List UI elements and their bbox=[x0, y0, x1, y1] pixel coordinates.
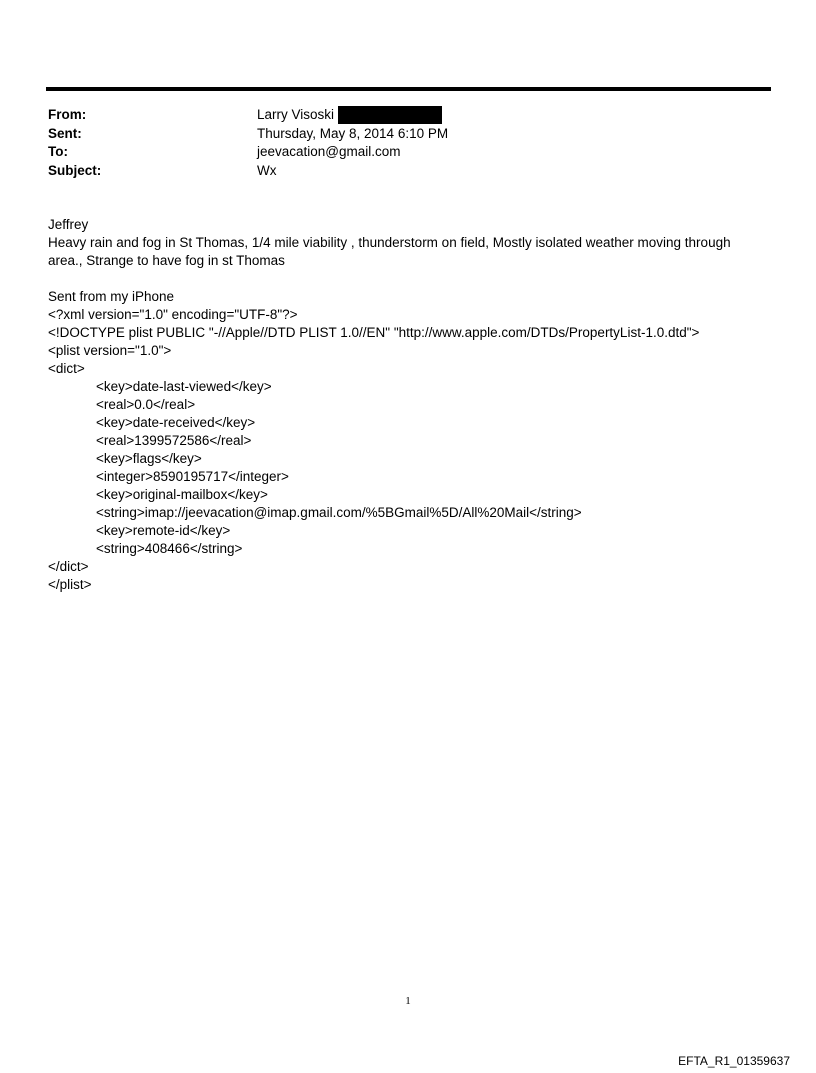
email-header bbox=[48, 106, 448, 180]
page-number: 1 bbox=[405, 995, 411, 1007]
signature: Sent from my iPhone bbox=[48, 289, 175, 304]
document-id: EFTA_R1_01359637 bbox=[678, 1054, 790, 1068]
sent-value: Thursday, May 8, 2014 6:10 PM bbox=[257, 125, 449, 141]
redaction-box bbox=[338, 106, 442, 124]
message-text: Heavy rain and fog in St Thomas, 1/4 mile viability , thunderstorm on field, Mostly isolated weather moving through area., Strange to have fog in st Thomas bbox=[48, 235, 735, 268]
sent-row bbox=[48, 125, 448, 144]
dict-line: <key>flags</key> bbox=[96, 451, 202, 466]
xml-line: <!DOCTYPE plist PUBLIC "-//Apple//DTD PLIST 1.0//EN" "http://www.apple.com/DTDs/PropertyList-1.0.dtd"> bbox=[48, 325, 700, 340]
email-body bbox=[48, 216, 748, 594]
closing-line: </dict> bbox=[48, 559, 89, 574]
from-name: Larry Visoski bbox=[257, 107, 335, 122]
dict-line: <integer>8590195717</integer> bbox=[96, 469, 289, 484]
dict-line: <key>original-mailbox</key> bbox=[96, 487, 268, 502]
greeting: Jeffrey bbox=[48, 217, 89, 232]
to-row bbox=[48, 143, 448, 162]
dict-line: <string>imap://jeevacation@imap.gmail.com/%5BGmail%5D/All%20Mail</string> bbox=[96, 505, 582, 520]
xml-line: <plist version="1.0"> bbox=[48, 343, 172, 358]
spacer bbox=[48, 270, 748, 288]
dict-line: <key>date-last-viewed</key> bbox=[96, 379, 272, 394]
xml-line: <dict> bbox=[48, 361, 85, 376]
from-label: From: bbox=[48, 107, 87, 122]
dict-line: <real>0.0</real> bbox=[96, 397, 196, 412]
sent-label: Sent: bbox=[48, 125, 82, 141]
closing-line: </plist> bbox=[48, 577, 92, 592]
to-value: jeevacation@gmail.com bbox=[257, 144, 401, 159]
subject-label: Subject: bbox=[48, 162, 102, 178]
dict-line: <key>remote-id</key> bbox=[96, 523, 231, 538]
header-rule bbox=[46, 87, 771, 91]
dict-line: <string>408466</string> bbox=[96, 541, 243, 556]
dict-line: <key>date-received</key> bbox=[96, 415, 256, 430]
subject-value: Wx bbox=[257, 162, 277, 178]
xml-line: <?xml version="1.0" encoding="UTF-8"?> bbox=[48, 307, 298, 322]
dict-line: <real>1399572586</real> bbox=[96, 433, 252, 448]
from-value bbox=[257, 106, 442, 125]
from-row bbox=[48, 106, 448, 125]
to-label: To: bbox=[48, 144, 68, 159]
subject-row bbox=[48, 162, 448, 181]
